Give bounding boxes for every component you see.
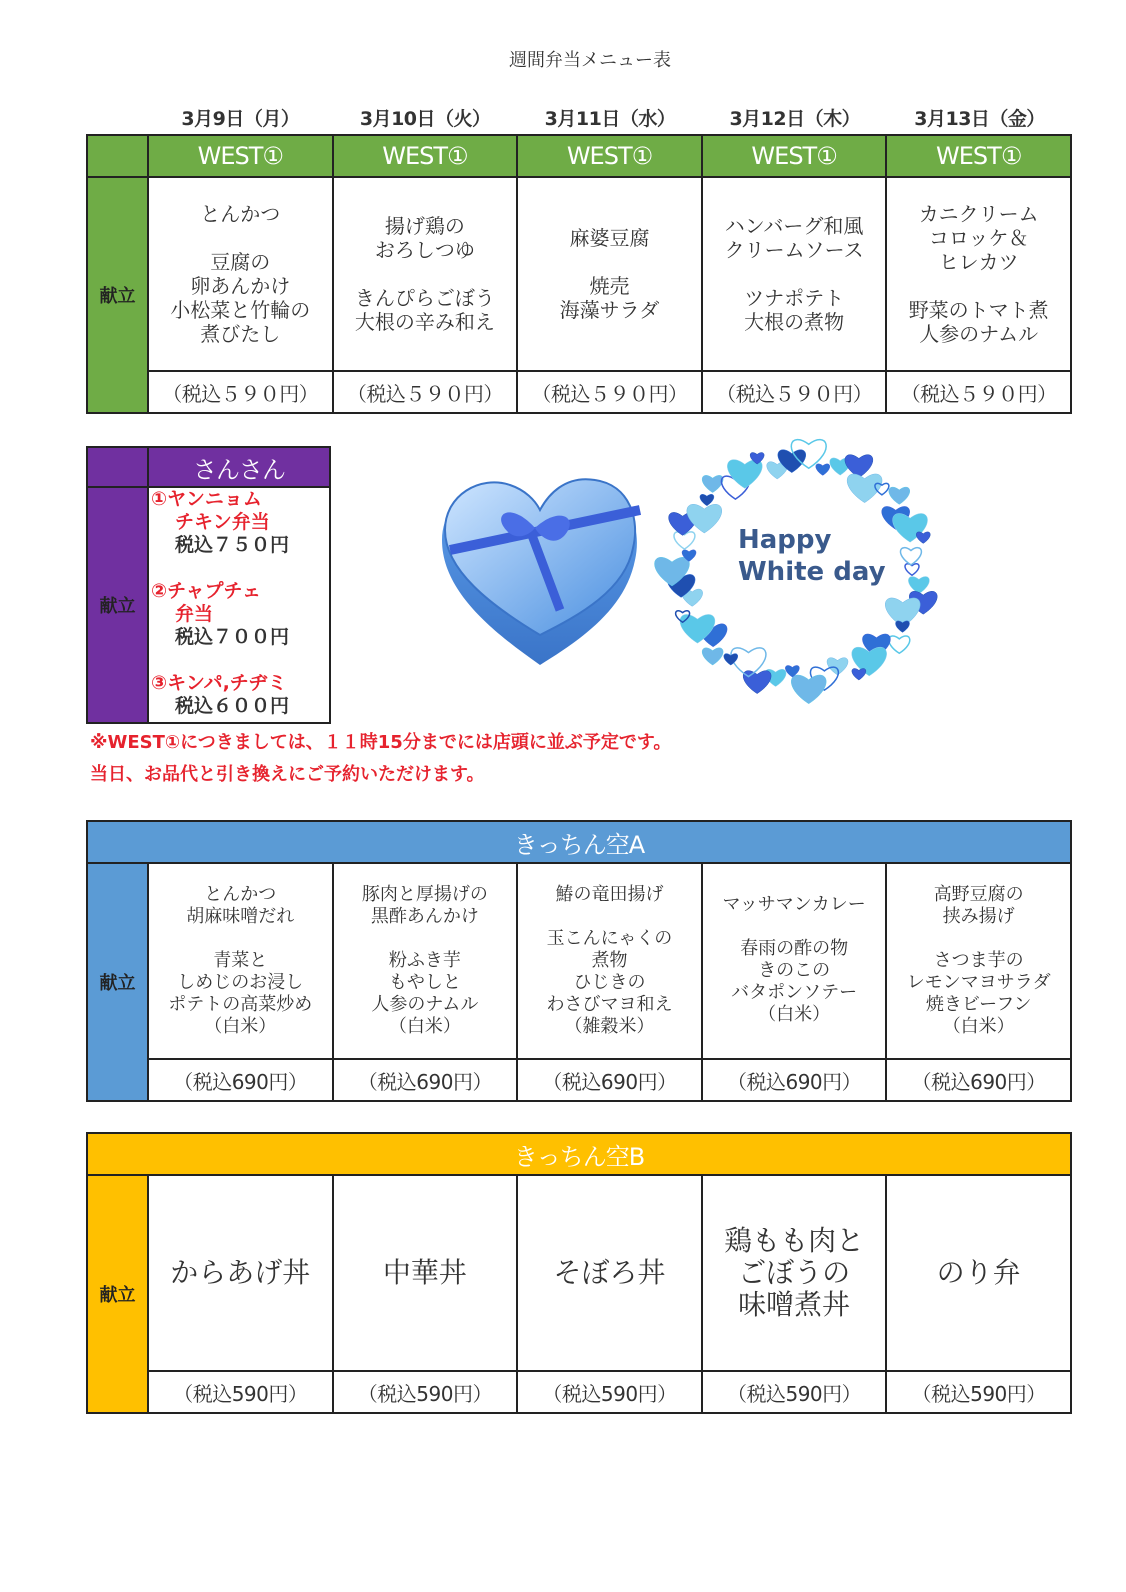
- west-header-wed: WEST①: [517, 135, 702, 177]
- wreath-heart-icon: [700, 494, 714, 505]
- kitchen-b-menu-tue: 中華丼: [333, 1175, 518, 1371]
- wreath-heart-icon: [791, 675, 826, 704]
- kitchen-b-menu-mon: からあげ丼: [148, 1175, 333, 1371]
- wreath-heart-icon: [702, 475, 723, 492]
- kitchen-b-menu-wed: そぼろ丼: [517, 1175, 702, 1371]
- sansan-item-2-name: ②チャプチェ: [151, 580, 261, 602]
- kitchen-a-price-wed: （税込690円）: [517, 1059, 702, 1101]
- sansan-corner: [87, 447, 148, 487]
- sansan-item-3-name: ③キンパ,チヂミ: [151, 672, 287, 694]
- heart-gift-box-image: [430, 470, 650, 670]
- west-kondate-label: 献立: [87, 177, 148, 413]
- kitchen-a-kondate-label: 献立: [87, 863, 148, 1101]
- white-day-wreath-image: [650, 428, 950, 708]
- sansan-item-3-price: 税込６００円: [175, 695, 290, 717]
- west-menu-tue: 揚げ鶏の おろしつゆ きんぴらごぼう 大根の辛み和え: [333, 177, 518, 371]
- sansan-item-1-name: ①ヤンニョム: [151, 488, 262, 510]
- kitchen-a-price-tue: （税込690円）: [333, 1059, 518, 1101]
- kitchen-b-price-thu: （税込590円）: [702, 1371, 887, 1413]
- wreath-heart-icon: [702, 648, 723, 665]
- wreath-heart-icon: [900, 548, 921, 565]
- wreath-heart-icon: [889, 636, 910, 653]
- kitchen-b-price-tue: （税込590円）: [333, 1371, 518, 1413]
- wreath-heart-icon: [916, 532, 930, 543]
- kitchen-b-kondate-label: 献立: [87, 1175, 148, 1413]
- sansan-item-2-price: 税込７００円: [175, 626, 290, 648]
- wreath-heart-icon: [724, 654, 738, 665]
- west-menu-wed: 麻婆豆腐 焼売 海藻サラダ: [517, 177, 702, 371]
- kitchen-a-header: きっちん空A: [87, 821, 1071, 863]
- wreath-heart-icon: [847, 474, 882, 503]
- sansan-item-2-name2: 弁当: [175, 603, 214, 625]
- wreath-heart-icon: [852, 668, 866, 679]
- notice-line-1: ※WEST①につきましては、１１時15分までには店頭に並ぶ予定です。: [90, 732, 672, 753]
- page-title: 週間弁当メニュー表: [509, 50, 671, 71]
- kitchen-a-price-fri: （税込690円）: [886, 1059, 1071, 1101]
- wreath-heart-icon: [827, 658, 848, 675]
- date-mon: 3月9日（月）: [181, 108, 300, 130]
- sansan-item-1-name2: チキン弁当: [175, 511, 270, 533]
- wreath-heart-icon: [845, 455, 873, 478]
- wreath-heart-icon: [674, 532, 695, 549]
- white-day-text: White day: [738, 557, 886, 587]
- sansan-item-1-price: 税込７５０円: [175, 534, 290, 556]
- kitchen-a-menu-wed: 鰆の竜田揚げ 玉こんにゃくの 煮物 ひじきの わさびマヨ和え （雑穀米）: [517, 863, 702, 1059]
- west-price-mon: （税込５９０円）: [148, 371, 333, 413]
- kitchen-b-menu-fri: のり弁: [886, 1175, 1071, 1371]
- kitchen-b-price-wed: （税込590円）: [517, 1371, 702, 1413]
- kitchen-a-menu-thu: マッサマンカレー 春雨の酢の物 きのこの バタポンソテー （白米）: [702, 863, 887, 1059]
- date-thu: 3月12日（木）: [729, 108, 861, 130]
- west-price-tue: （税込５９０円）: [333, 371, 518, 413]
- west-menu-fri: カニクリーム コロッケ＆ ヒレカツ 野菜のトマト煮 人参のナムル: [886, 177, 1071, 371]
- sansan-items: [148, 487, 330, 723]
- kitchen-b-menu-thu: 鶏もも肉と ごぼうの 味噌煮丼: [702, 1175, 887, 1371]
- date-tue: 3月10日（火）: [359, 108, 491, 130]
- date-header-row: [148, 104, 1072, 134]
- west-menu-table: [86, 134, 1072, 414]
- west-header-tue: WEST①: [333, 135, 518, 177]
- wreath-heart-icon: [889, 487, 910, 504]
- kitchen-a-menu-tue: 豚肉と厚揚げの 黒酢あんかけ 粉ふき芋 もやしと 人参のナムル （白米）: [333, 863, 518, 1059]
- kitchen-b-header: きっちん空B: [87, 1133, 1071, 1175]
- notice-line-2: 当日、お品代と引き換えにご予約いただけます。: [90, 764, 485, 785]
- kitchen-a-menu-table: [86, 820, 1072, 1102]
- west-header-thu: WEST①: [702, 135, 887, 177]
- wreath-heart-icon: [908, 577, 929, 594]
- wreath-heart-icon: [905, 564, 919, 575]
- west-header-mon: WEST①: [148, 135, 333, 177]
- sansan-menu-table: [86, 446, 331, 724]
- kitchen-b-price-mon: （税込590円）: [148, 1371, 333, 1413]
- wreath-heart-icon: [743, 671, 771, 694]
- kitchen-a-price-thu: （税込690円）: [702, 1059, 887, 1101]
- west-price-fri: （税込５９０円）: [886, 371, 1071, 413]
- west-header-fri: WEST①: [886, 135, 1071, 177]
- kitchen-a-menu-fri: 高野豆腐の 挟み揚げ さつま芋の レモンマヨサラダ 焼きビーフン （白米）: [886, 863, 1071, 1059]
- kitchen-b-price-fri: （税込590円）: [886, 1371, 1071, 1413]
- date-fri: 3月13日（金）: [914, 108, 1045, 130]
- west-menu-mon: とんかつ 豆腐の 卵あんかけ 小松菜と竹輪の 煮びたし: [148, 177, 333, 371]
- kitchen-a-price-mon: （税込690円）: [148, 1059, 333, 1101]
- kitchen-b-menu-table: [86, 1132, 1072, 1414]
- west-menu-thu: ハンバーグ和風 クリームソース ツナポテト 大根の煮物: [702, 177, 887, 371]
- west-price-wed: （税込５９０円）: [517, 371, 702, 413]
- west-price-thu: （税込５９０円）: [702, 371, 887, 413]
- date-wed: 3月11日（水）: [544, 108, 676, 130]
- sansan-header: さんさん: [148, 447, 330, 487]
- wreath-heart-icon: [816, 464, 830, 475]
- wreath-heart-icon: [896, 621, 910, 632]
- sansan-kondate-label: 献立: [87, 487, 148, 723]
- kitchen-a-menu-mon: とんかつ 胡麻味噌だれ 青菜と しめじのお浸し ポテトの高菜炒め （白米）: [148, 863, 333, 1059]
- happy-text: Happy: [738, 525, 832, 555]
- west-corner: [87, 135, 148, 177]
- wreath-heart-icon: [687, 504, 722, 533]
